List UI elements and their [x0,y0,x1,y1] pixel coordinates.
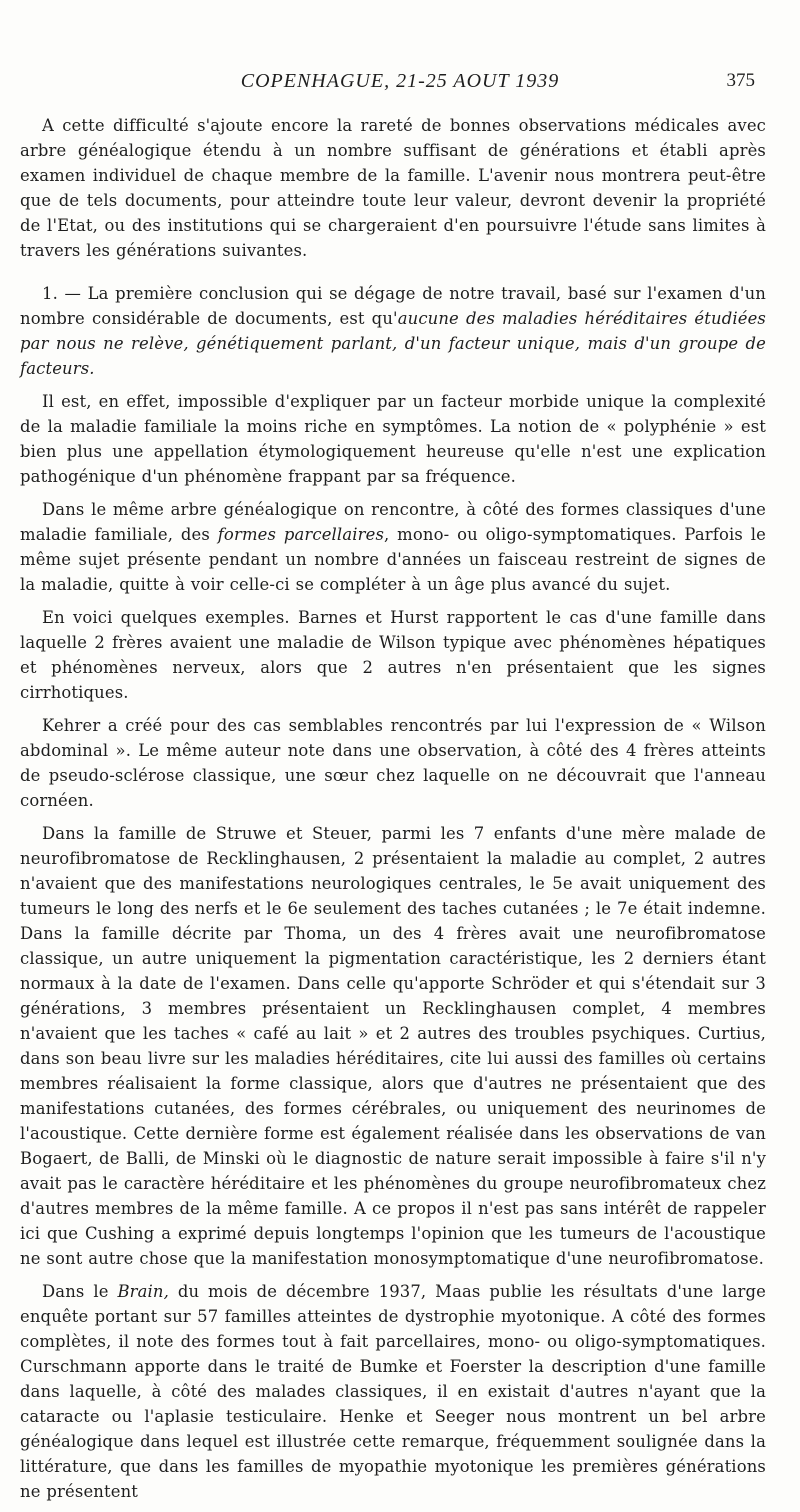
journal-title: Brain, [117,1282,169,1301]
paragraph [20,497,766,597]
running-title: COPENHAGUE, 21-25 AOUT 1939 [240,70,560,92]
paragraph: En voici quelques exemples. Barnes et Hurst rapportent le cas d'une famille dans laquelle 2 frères avaient une maladie de Wilson typique avec phénomènes hépatiques et phénomènes nerveux, alors que 2 autres n'en présentaient que les signes cirrhotiques. [20,608,766,702]
running-header [20,70,780,100]
text-run: Dans le même arbre généalogique on rencontre, à côté des formes classiques d'une maladie familiale, des [20,500,766,544]
text-run: Dans le [42,1282,118,1301]
paragraph: Dans la famille de Struwe et Steuer, parmi les 7 enfants d'une mère malade de neurofibromatose de Recklinghausen, 2 présentaient la maladie au complet, 2 autres n'avaient que des manifestations neurologiques centrales, le 5e avait uniquement des tumeurs le long des nerfs et le 6e seulement des taches cutanées ; le 7e était indemne. Dans la famille décrite par Thoma, un des 4 frères avait une neurofibromatose classique, un autre uniquement la pigmentation caractéristique, les 2 derniers étant normaux à la date de l'examen. Dans celle qu'apporte Schröder et qui s'étendait sur 3 générations, 3 membres présentaient un Recklinghausen complet, 4 membres n'avaient que les taches « café au lait » et 2 autres des troubles psychiques. Curtius, dans son beau livre sur les maladies héréditaires, cite lui aussi des familles où certains membres réalisaient la forme classique, alors que d'autres ne présentaient que des manifestations cutanées, des formes cérébrales, ou uniquement des neurinomes de l'acoustique. Cette dernière forme est également réalisée dans les observations de van Bogaert, de Balli, de Minski où le diagnostic de nature serait impossible à faire s'il n'y avait pas le caractère héréditaire et les phénomènes du groupe neurofibromateux chez d'autres membres de la même famille. A ce propos il n'est pas sans intérêt de rappeler ici que Cushing a exprimé depuis longtemps l'opinion que les tumeurs de l'acoustique ne sont autre chose que la manifestation monosymptomatique d'une neurofibromatose. [20,824,766,1268]
conclusion-lead: 1. — La première conclusion qui se dégage de notre travail, basé sur l'examen d'un nombre considérable de documents, est qu' [20,284,766,328]
italic-term: formes parcellaires [217,525,385,544]
body-text [20,113,766,1512]
paragraph: Kehrer a créé pour des cas semblables rencontrés par lui l'expression de « Wilson abdominal ». Le même auteur note dans une observation, à côté des 4 frères atteints de pseudo-sclérose classique, une sœur chez laquelle on ne découvrait que l'anneau cornéen. [20,716,766,810]
paragraph: Il est, en effet, impossible d'expliquer par un facteur morbide unique la complexité de la maladie familiale la moins riche en symptômes. La notion de « polyphénie » est bien plus une appellation étymologiquement heureuse qu'elle n'est une explication pathogénique d'un phénomène frappant par sa fréquence. [20,392,766,486]
text-run: , mono- ou oligo-symptomatiques. Parfois le même sujet présente pendant un nombre d'années un faisceau restreint de signes de la maladie, quitte à voir celle-ci se compléter à un âge plus avancé du sujet. [20,525,766,594]
conclusion-emphasis: aucune des maladies héréditaires étudiées par nous ne relève, génétiquement parlant, d'un facteur unique, mais d'un groupe de facteurs. [20,309,766,378]
paragraph [20,281,766,381]
paragraph: A cette difficulté s'ajoute encore la rareté de bonnes observations médicales avec arbre généalogique étendu à un nombre suffisant de générations et établi après examen individuel de chaque membre de la famille. L'avenir nous montrera peut-être que de tels documents, pour atteindre toute leur valeur, devront devenir la propriété de l'Etat, ou des institutions qui se chargeraient d'en poursuivre l'étude sans limites à travers les générations suivantes. [20,116,766,260]
paragraph [20,1279,766,1504]
page-number: 375 [726,70,755,91]
text-run: du mois de décembre 1937, Maas publie les résultats d'une large enquête portant sur 57 familles atteintes de dystrophie myotonique. A côté des formes complètes, il note des formes tout à fait parcellaires, mono- ou oligo-symptomatiques. Curschmann apporte dans le traité de Bumke et Foerster la description d'une famille dans laquelle, à côté des malades classiques, il en existait d'autres n'ayant que la cataracte ou l'aplasie testiculaire. Henke et Seeger nous montrent un bel arbre généalogique dans lequel est illustrée cette remarque, fréquemment soulignée dans la littérature, que dans les familles de myopathie myotonique les premières générations ne présentent [20,1282,766,1501]
